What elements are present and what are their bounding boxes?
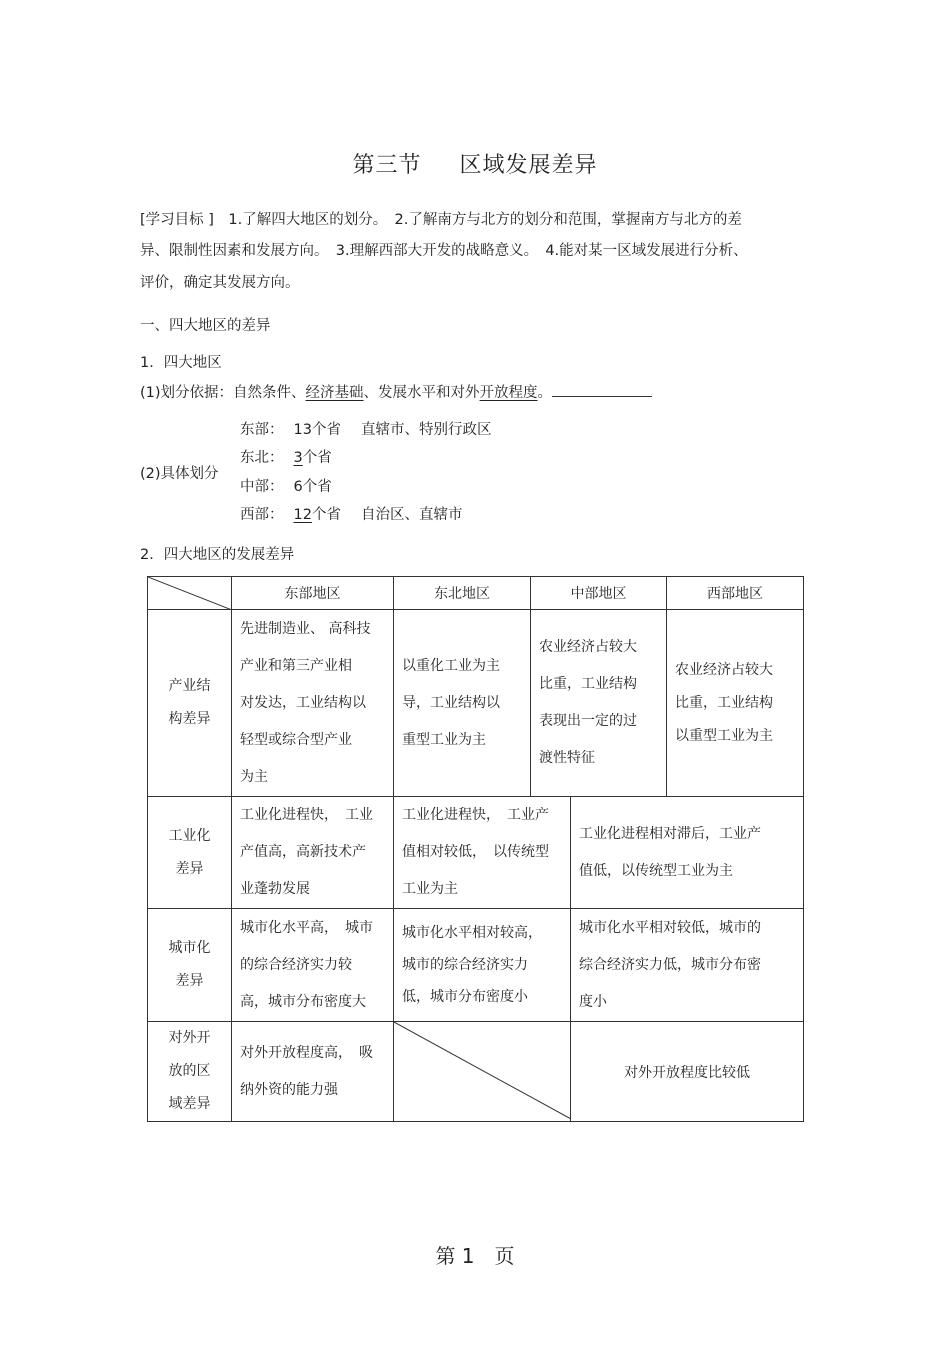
blank-line (552, 382, 652, 397)
cell-east-urbanization: 城市化水平高， 城市 的综合经济实力较 高，城市分布密度大 (232, 909, 394, 1022)
blank-openness: 开放程度 (479, 385, 538, 401)
title-topic: 区域发展差异 (459, 153, 598, 178)
subsection-heading-2: 2．四大地区的发展差异 (140, 547, 295, 563)
row-head-urbanization: 城市化 差异 (148, 909, 232, 1022)
objectives-line-1: [学习目标 ] 1.了解四大地区的划分。 2.了解南方与北方的划分和范围，掌握南方与北方的差 (140, 212, 742, 228)
header-east: 东部地区 (232, 577, 394, 610)
row-head-openness: 对外开 放的区 域差异 (148, 1022, 232, 1122)
cell-northeast-openness-empty (394, 1022, 571, 1122)
section-heading: 一、四大地区的差异 (140, 318, 271, 334)
objectives-line-3: 评价，确定其发展方向。 (140, 275, 300, 291)
cell-central-west-urbanization: 城市化水平相对较低，城市的 综合经济实力低，城市分布密 度小 (571, 909, 804, 1022)
cell-east-industrialization: 工业化进程快， 工业 产值高，高新技术产 业蓬勃发展 (232, 797, 394, 909)
row-head-industry-structure: 产业结 构差异 (148, 610, 232, 797)
division-row-west: 西部： 12个省 自治区、直辖市 (240, 507, 463, 523)
cell-east-openness: 对外开放程度高， 吸 纳外资的能力强 (232, 1022, 394, 1122)
division-label: (2)具体划分 (140, 466, 219, 482)
regional-differences-table (147, 576, 804, 1122)
header-northeast: 东北地区 (394, 577, 531, 610)
title-section-number: 第三节 (352, 153, 422, 178)
division-row-east: 东部： 13个省 直辖市、特别行政区 (240, 422, 492, 438)
cell-west-structure: 农业经济占较大 比重，工业结构 以重型工业为主 (667, 610, 804, 797)
cell-northeast-structure: 以重化工业为主 导，工业结构以 重型工业为主 (394, 610, 531, 797)
division-row-northeast: 东北： 3个省 (240, 450, 332, 466)
cell-east-structure: 先进制造业、 高科技 产业和第三产业相 对发达，工业结构以 轻型或综合型产业 为主 (232, 610, 394, 797)
subsection-heading-1: 1．四大地区 (140, 355, 222, 371)
table-corner-cell (148, 577, 232, 610)
page-title (0, 148, 950, 179)
cell-central-structure: 农业经济占较大 比重，工业结构 表现出一定的过 渡性特征 (531, 610, 667, 797)
row-head-industrialization: 工业化 差异 (148, 797, 232, 909)
cell-northeast-industrialization: 工业化进程快， 工业产 值相对较低， 以传统型 工业为主 (394, 797, 571, 909)
diagonal-line (148, 577, 232, 610)
objectives-line-2: 异、限制性因素和发展方向。 3.理解西部大开发的战略意义。 4.能对某一区域发展进行分析、 (140, 243, 748, 259)
diagonal-line (394, 1022, 571, 1119)
cell-northeast-urbanization: 城市化水平相对较高， 城市的综合经济实力 低，城市分布密度小 (394, 909, 571, 1022)
cell-central-west-industrialization: 工业化进程相对滞后，工业产 值低，以传统型工业为主 (571, 797, 804, 909)
blank-economic-base: 经济基础 (305, 385, 364, 401)
division-basis: (1)划分依据：自然条件、经济基础、发展水平和对外开放程度。 (140, 382, 652, 403)
division-row-central: 中部： 6个省 (240, 479, 332, 495)
header-west: 西部地区 (667, 577, 804, 610)
header-central: 中部地区 (531, 577, 667, 610)
cell-central-west-openness: 对外开放程度比较低 (571, 1022, 804, 1122)
page-number: 第 1 页 (435, 1244, 515, 1268)
